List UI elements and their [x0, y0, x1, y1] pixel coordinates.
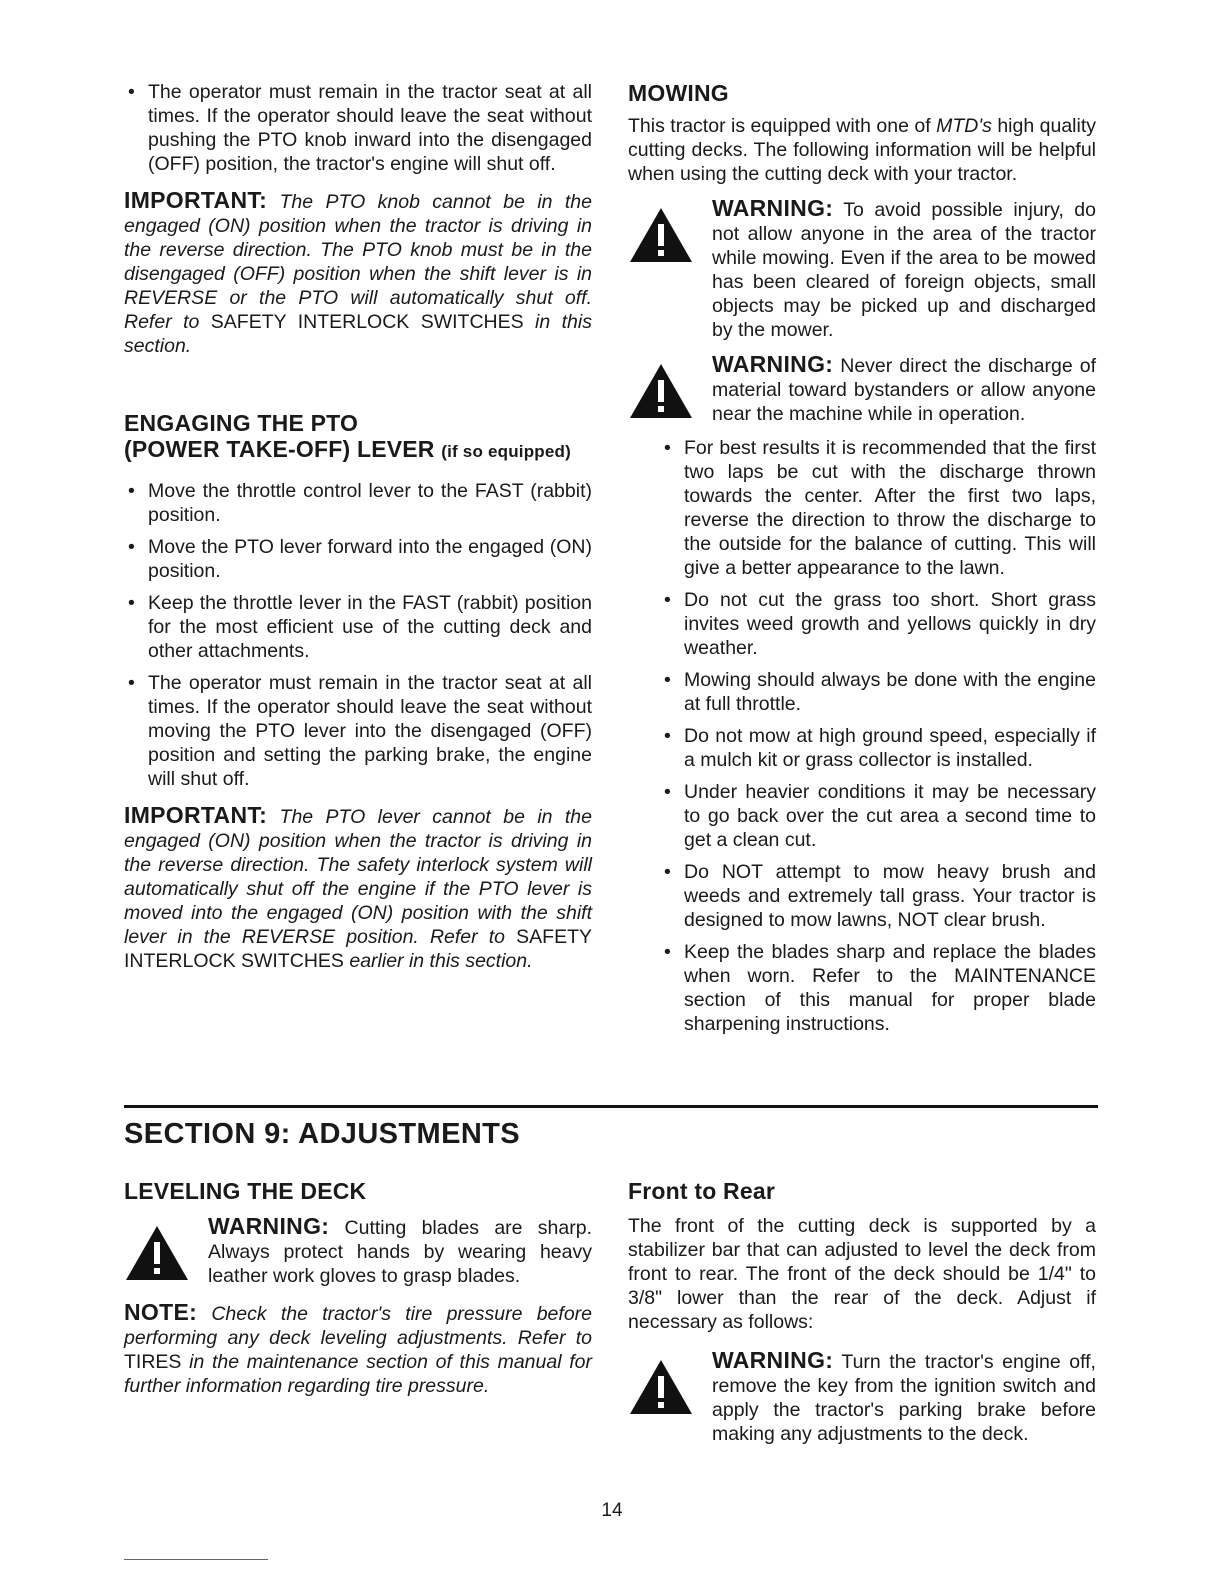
warning-triangle-icon	[628, 1358, 694, 1416]
mowing-heading: MOWING	[628, 80, 729, 106]
mowing-warning-1: WARNING: To avoid possible injury, do not allow anyone in the area of the tractor while mowing. Even if the area to be mowed has been cleared of foreign objects, small objects may be picked up and discharged by the mower.	[628, 196, 1096, 342]
left-column-top	[124, 80, 592, 358]
mowing-section	[628, 80, 1096, 1044]
important-label: IMPORTANT:	[124, 802, 268, 828]
leveling-section	[124, 1178, 592, 1398]
front-to-rear-heading: Front to Rear	[628, 1178, 775, 1204]
leveling-heading: LEVELING THE DECK	[124, 1178, 367, 1204]
section-title: SECTION 9: ADJUSTMENTS	[124, 1118, 521, 1150]
list-item: • Do not mow at high ground speed, especially if a mulch kit or grass collector is installed.	[660, 724, 1096, 772]
front-to-rear-section	[628, 1178, 1096, 1456]
important-note: IMPORTANT: The PTO lever cannot be in the engaged (ON) position when the tractor is driving in the reverse direction. The safety interlock system will automatically shut off the engine if the PTO lever is moved into the engaged (ON) position with the shift lever in the REVERSE position. Refer to SAFETY INTERLOCK SWITCHES earlier in this section.	[124, 802, 592, 972]
note-label: NOTE:	[124, 1299, 198, 1325]
list-item: • Move the PTO lever forward into the engaged (ON) position.	[124, 535, 592, 583]
page-number: 14	[601, 1500, 623, 1521]
warning-triangle-icon	[124, 1224, 190, 1282]
list-item: • Move the throttle control lever to the FAST (rabbit) position.	[124, 479, 592, 527]
pto-heading: ENGAGING THE PTO (POWER TAKE-OFF) LEVER (if so equipped)	[124, 410, 571, 462]
warning-triangle-icon	[628, 206, 694, 264]
note: NOTE: Check the tractor's tire pressure before performing any deck leveling adjustments. Refer to TIRES in the maintenance section of this manual for further information regarding tire pressure.	[124, 1299, 592, 1397]
important-note: IMPORTANT: The PTO knob cannot be in the engaged (ON) position when the tractor is driving in the reverse direction. The PTO knob must be in the disengaged (OFF) position when the shift lever is in REVERSE or the PTO will automatically shut off. Refer to SAFETY INTERLOCK SWITCHES in this section.	[124, 187, 592, 357]
list-item: • Under heavier conditions it may be necessary to go back over the cut area a second time to get a clean cut.	[660, 780, 1096, 852]
list-item: • For best results it is recommended that the first two laps be cut with the discharge thrown towards the center. After the first two laps, reverse the direction to throw the discharge to the outside for the balance of cutting. This will give a better appearance to the lawn.	[660, 436, 1096, 580]
pto-section	[124, 410, 592, 973]
front-to-rear-text: The front of the cutting deck is supported by a stabilizer bar that can adjusted to level the deck from front to rear. The front of the deck should be 1/4" to 3/8" lower than the rear of the deck. Adjust if necessary as follows:	[628, 1215, 1096, 1333]
leveling-warning: WARNING: Cutting blades are sharp. Always protect hands by wearing heavy leather work gloves to grasp blades.	[124, 1214, 592, 1288]
list-item: • Do NOT attempt to mow heavy brush and weeds and extremely tall grass. Your tractor is designed to mow lawns, NOT clear brush.	[660, 860, 1096, 932]
section-divider	[124, 1105, 1098, 1108]
list-item: • The operator must remain in the tractor seat at all times. If the operator should leave the seat without pushing the PTO knob inward into the disengaged (OFF) position, the tractor's engine will shut off.	[124, 80, 592, 176]
list-item: • Mowing should always be done with the engine at full throttle.	[660, 668, 1096, 716]
mowing-intro: This tractor is equipped with one of MTD's high quality cutting decks. The following information will be helpful when using the cutting deck with your tractor.	[628, 115, 1097, 185]
list-item: • Do not cut the grass too short. Short grass invites weed growth and yellows quickly in dry weather.	[660, 588, 1096, 660]
footer-rule	[124, 1559, 268, 1560]
list-item: • Keep the blades sharp and replace the blades when worn. Refer to the MAINTENANCE section of this manual for proper blade sharpening instructions.	[660, 940, 1096, 1036]
list-item: • Keep the throttle lever in the FAST (rabbit) position for the most efficient use of the cutting deck and other attachments.	[124, 591, 592, 663]
front-to-rear-warning: WARNING: Turn the tractor's engine off, remove the key from the ignition switch and apply the tractor's parking brake before making any adjustments to the deck.	[628, 1348, 1096, 1446]
mowing-warning-2: WARNING: Never direct the discharge of material toward bystanders or allow anyone near the machine while in operation.	[628, 352, 1096, 426]
important-label: IMPORTANT:	[124, 187, 268, 213]
list-item: • The operator must remain in the tractor seat at all times. If the operator should leave the seat without moving the PTO lever into the disengaged (OFF) position and setting the parking brake, the engine will shut off.	[124, 671, 592, 791]
warning-triangle-icon	[628, 362, 694, 420]
